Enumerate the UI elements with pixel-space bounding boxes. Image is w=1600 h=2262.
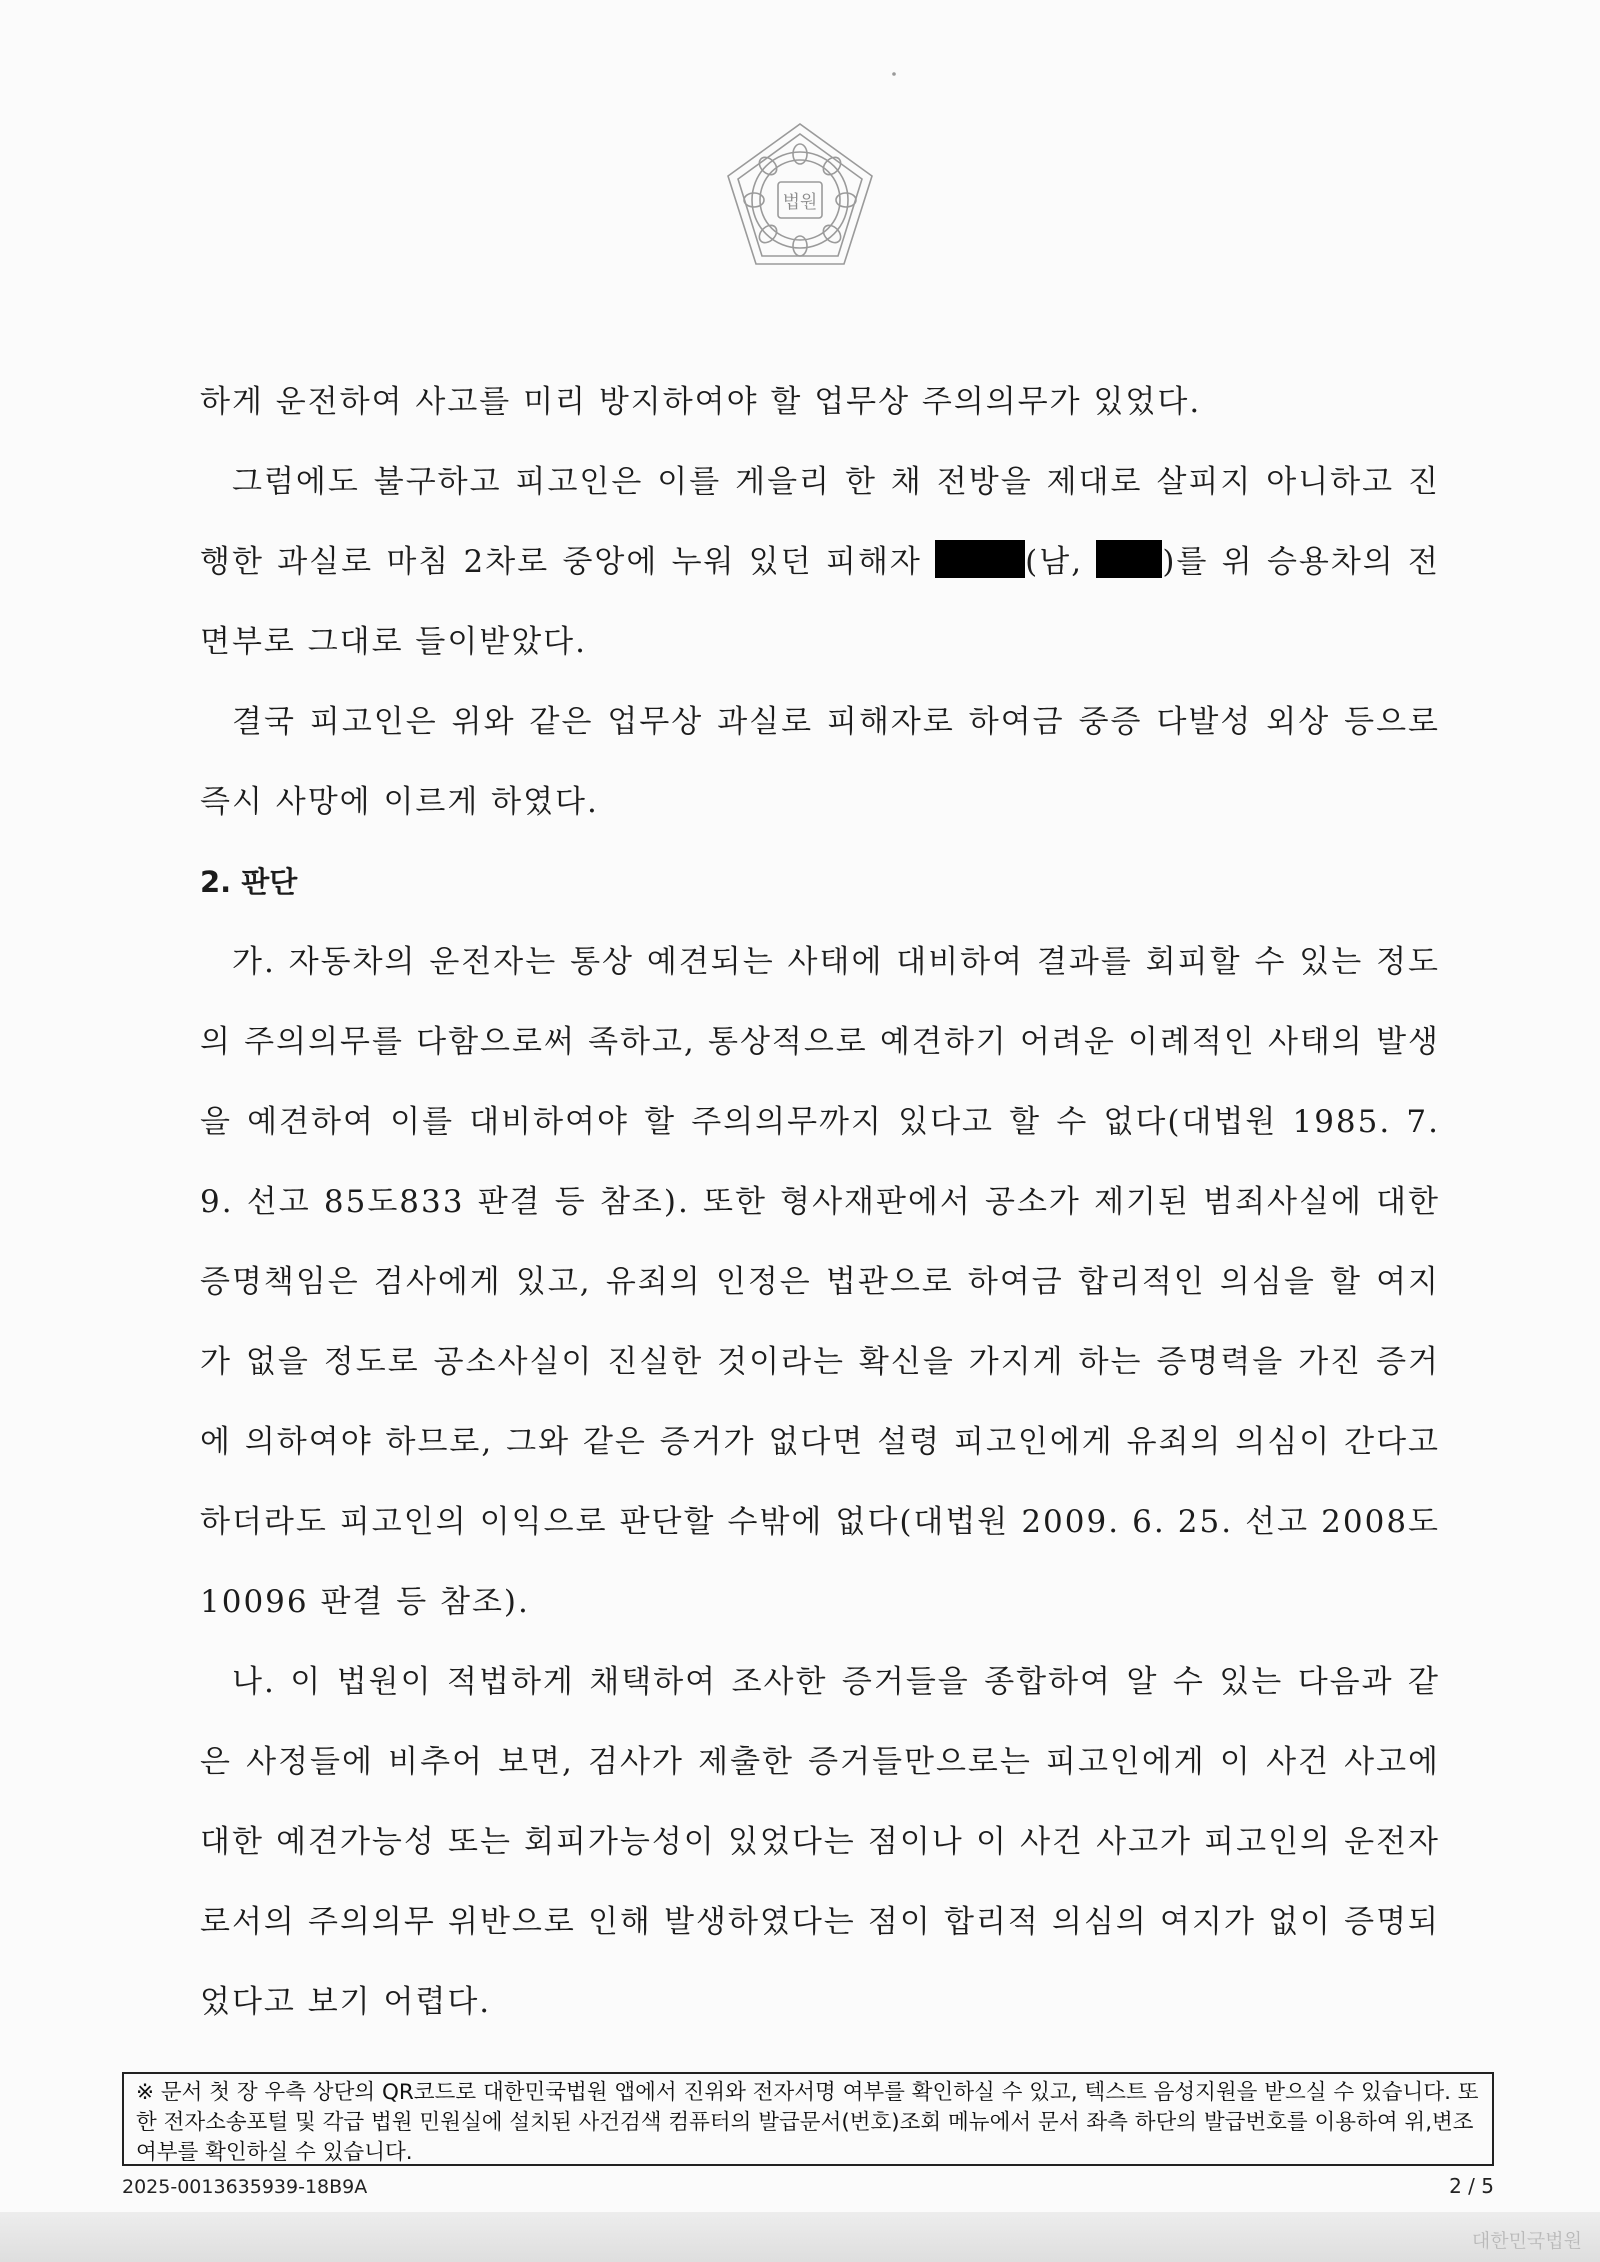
paragraph: 하게 운전하여 사고를 미리 방지하여야 할 업무상 주의의무가 있었다.	[200, 384, 1202, 420]
page-number: 2 / 5	[1449, 2174, 1494, 2198]
redaction-block	[935, 540, 1025, 578]
paragraph: 가. 자동차의 운전자는 통상 예견되는 사태에 대비하여 결과를 회피할 수 있는 정도의 주의의무를 다함으로써 족하고, 통상적으로 예견하기 어려운 이례적인 사태의 발생을 예견하여 이를 대비하여야 할 주의의무까지 있다고 할 수 없다(대법원 1985. 7. 9. 선고 85도833 판결 등 참조). 또한 형사재판에서 공소가 제기된 범죄사실에 대한 증명책임은 검사에게 있고, 유죄의 인정은 법관으로 하여금 합리적인 의심을 할 여지가 없을 정도로 공소사실이 진실한 것이라는 확신을 가지게 하는 증명력을 가진 증거에 의하여야 하므로, 그와 같은 증거가 없다면 설령 피고인에게 유죄의 의심이 간다고 하더라도 피고인의 이익으로 판단할 수밖에 없다(대법원 2009. 6. 25. 선고 2008도10096 판결 등 참조).	[200, 944, 1440, 1620]
court-watermark: 대한민국법원	[1471, 2230, 1582, 2252]
court-emblem-icon	[722, 118, 878, 274]
text-run: (남,	[1025, 544, 1097, 580]
issue-number: 2025-0013635939-18B9A	[122, 2176, 368, 2198]
paragraph: 나. 이 법원이 적법하게 채택하여 조사한 증거들을 종합하여 알 수 있는 다음과 같은 사정들에 비추어 보면, 검사가 제출한 증거들만으로는 피고인에게 이 사건 사고에 대한 예견가능성 또는 회피가능성이 있었다는 점이나 이 사건 사고가 피고인의 운전자로서의 주의의무 위반으로 인해 발생하였다는 점이 합리적 의심의 여지가 없이 증명되었다고 보기 어렵다.	[200, 1664, 1440, 2020]
paragraph	[200, 442, 1440, 682]
scan-specks	[0, 70, 1600, 80]
document-body	[200, 362, 1440, 2042]
redaction-block	[1096, 540, 1162, 578]
emblem-label: 법원	[782, 192, 818, 213]
section-heading: 2. 판단	[200, 865, 298, 899]
verification-notice-box: ※ 문서 첫 장 우측 상단의 QR코드로 대한민국법원 앱에서 진위와 전자서명 여부를 확인하실 수 있고, 텍스트 음성지원을 받으실 수 있습니다. 또한 전자소송포털 및 각급 법원 민원실에 설치된 사건검색 컴퓨터의 발급문서(번호)조회 메뉴에서 문서 좌측 하단의 발급번호를 이용하여 위,변조 여부를 확인하실 수 있습니다.	[122, 2072, 1494, 2166]
text-run: )를 위 승용차의 전면부로 그대로 들이받았다.	[200, 544, 1440, 660]
paragraph: 결국 피고인은 위와 같은 업무상 과실로 피해자로 하여금 중증 다발성 외상 등으로 즉시 사망에 이르게 하였다.	[200, 704, 1440, 820]
scan-bottom-strip	[0, 2212, 1600, 2262]
text-run: 그럼에도 불구하고 피고인은 이를 게을리 한 채 전방을 제대로 살피지 아니하고 진행한 과실로 마침 2차로 중앙에 누워 있던 피해자	[200, 464, 1440, 580]
